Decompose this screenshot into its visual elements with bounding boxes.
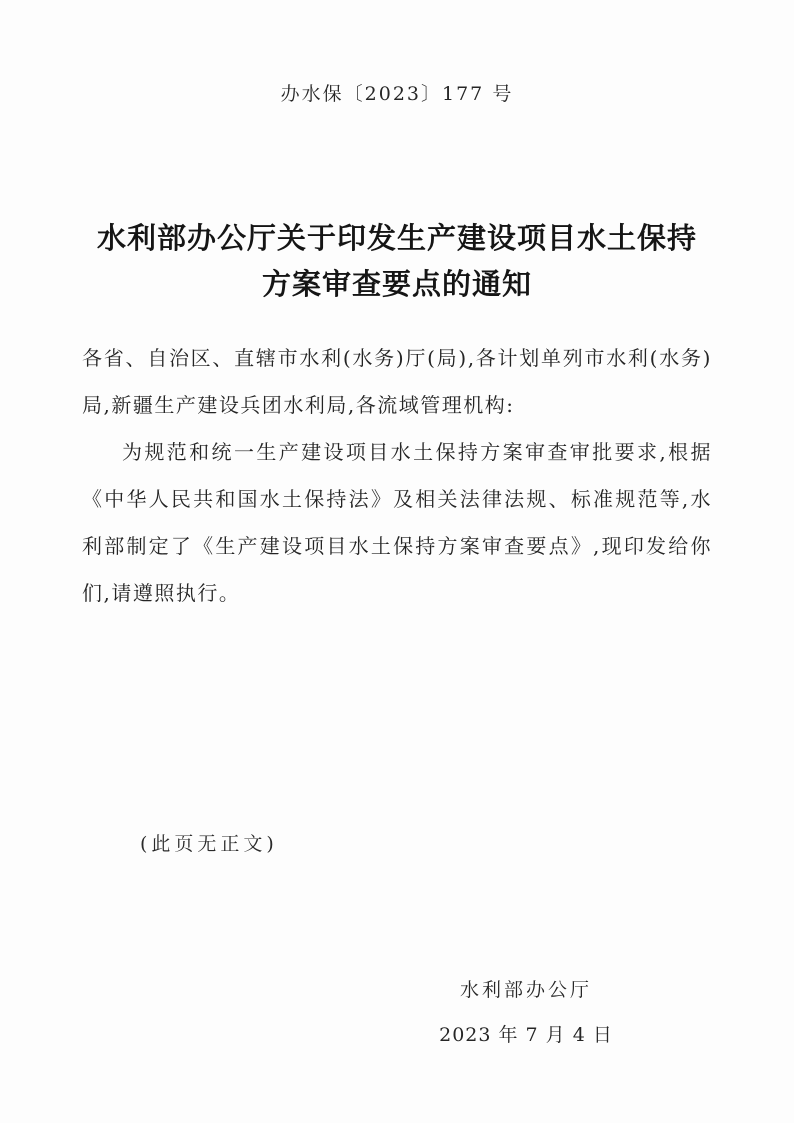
- addressee-paragraph: 各省、自治区、直辖市水利(水务)厅(局),各计划单列市水利(水务)局,新疆生产建设兵团水利局,各流域管理机构:: [82, 346, 712, 417]
- signer-name: 水利部办公厅: [459, 979, 592, 1001]
- main-paragraph: 为规范和统一生产建设项目水土保持方案审查审批要求,根据《中华人民共和国水土保持法》及相关法律法规、标准规范等,水利部制定了《生产建设项目水土保持方案审查要点》,现印发给你们,请遵照执行。: [82, 440, 712, 605]
- title-line-1: 水利部办公厅关于印发生产建设项目水土保持: [96, 221, 697, 255]
- signature-date: 2023 年 7 月 4 日: [439, 1024, 613, 1046]
- title-line-2: 方案审查要点的通知: [261, 267, 532, 301]
- doc-number: 办水保〔2023〕177 号: [280, 83, 514, 105]
- signature-block: [366, 968, 686, 1058]
- no-body-note: (此页无正文): [140, 833, 278, 855]
- document-body: [82, 335, 712, 617]
- document-title: [40, 215, 754, 307]
